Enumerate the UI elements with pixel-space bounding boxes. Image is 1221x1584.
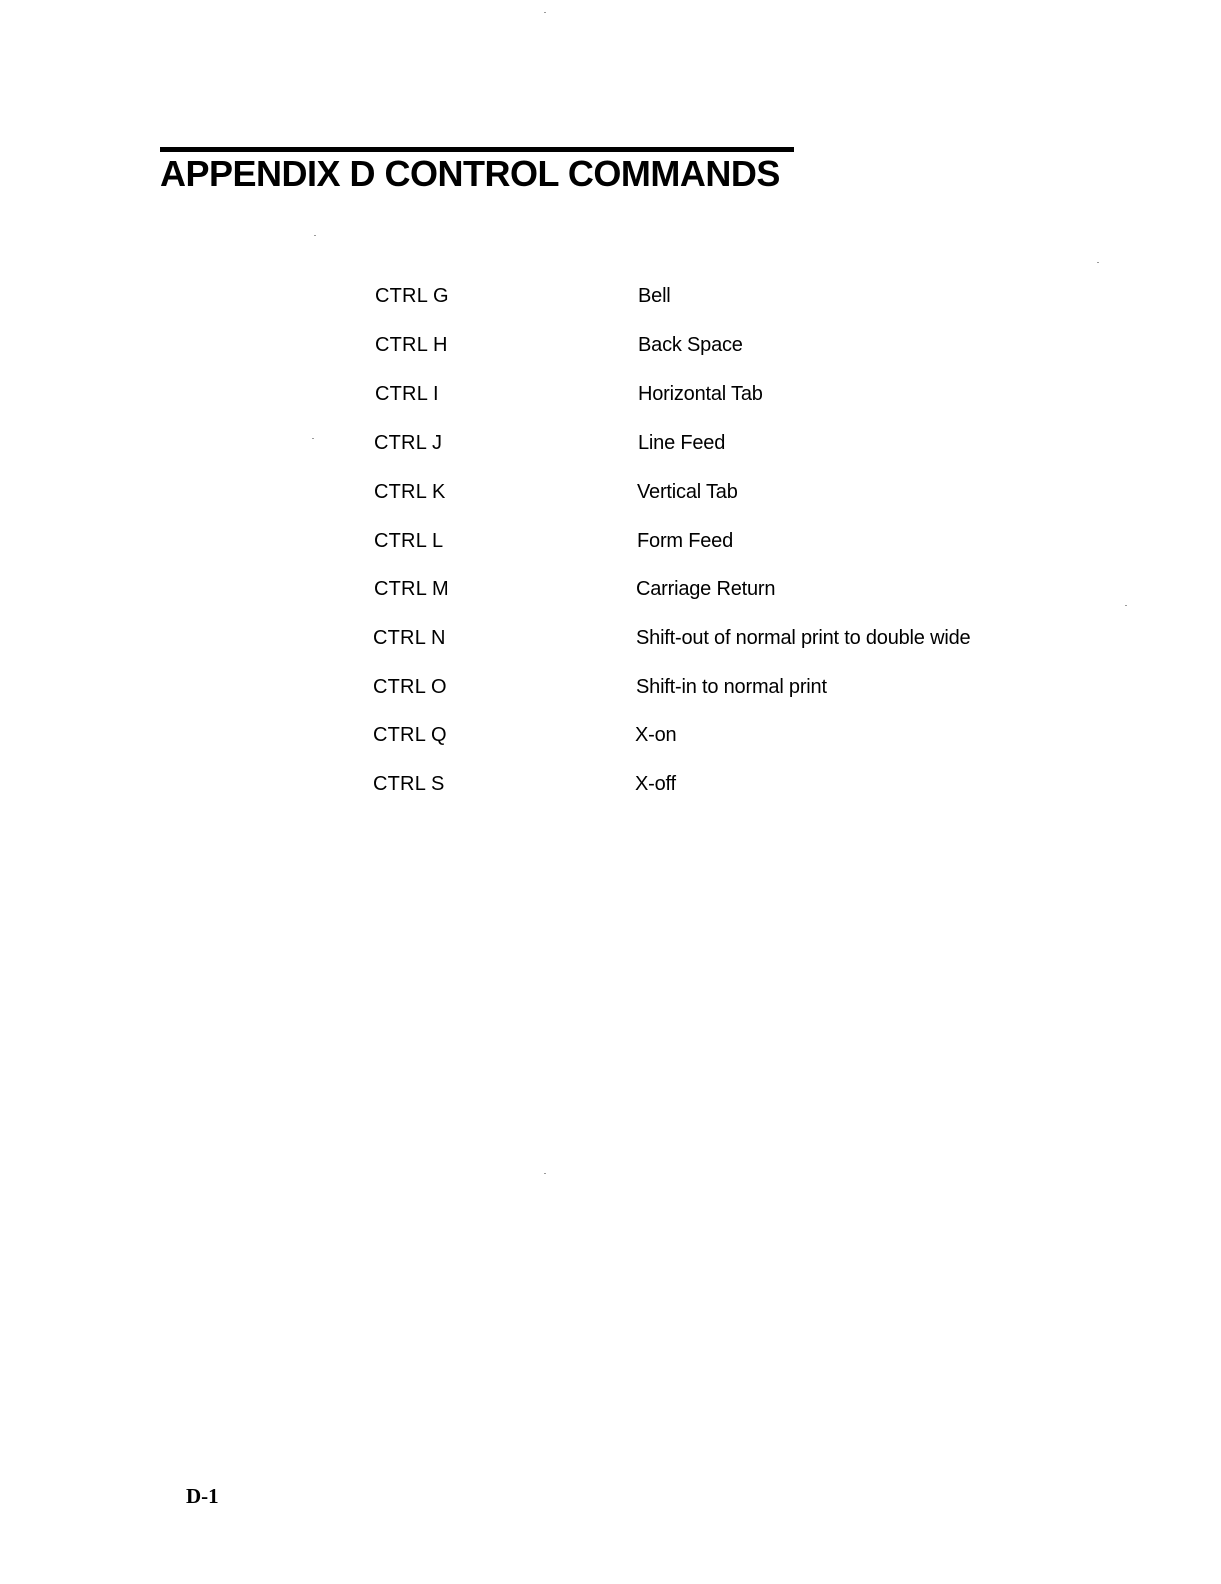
scan-speck (1125, 605, 1127, 606)
scan-speck (544, 12, 546, 13)
command-description: X-off (635, 773, 676, 795)
command-row (0, 720, 1221, 750)
command-row (0, 428, 1221, 458)
command-description: X-on (635, 724, 677, 746)
command-key: CTRL O (373, 676, 447, 698)
command-description: Form Feed (637, 530, 734, 552)
command-key: CTRL I (375, 383, 439, 405)
command-key: CTRL K (374, 481, 446, 503)
command-description: Shift-in to normal print (636, 676, 827, 698)
command-key: CTRL N (373, 627, 446, 649)
command-description: Carriage Return (636, 578, 776, 600)
command-row (0, 574, 1221, 604)
scan-speck (312, 438, 314, 439)
command-key: CTRL J (374, 432, 443, 454)
command-description: Bell (638, 285, 671, 307)
command-description: Shift-out of normal print to double wide (636, 627, 971, 649)
page-title: APPENDIX D CONTROL COMMANDS (160, 153, 780, 194)
command-description: Horizontal Tab (638, 383, 763, 405)
command-row (0, 379, 1221, 409)
command-key: CTRL G (375, 285, 449, 307)
scan-speck (1097, 262, 1099, 263)
command-key: CTRL M (374, 578, 449, 600)
command-row (0, 330, 1221, 360)
command-row (0, 623, 1221, 653)
command-row (0, 281, 1221, 311)
command-description: Back Space (638, 334, 743, 356)
command-key: CTRL L (374, 530, 444, 552)
command-description: Vertical Tab (637, 481, 738, 503)
command-description: Line Feed (638, 432, 726, 454)
command-key: CTRL H (375, 334, 448, 356)
command-row (0, 477, 1221, 507)
command-row (0, 769, 1221, 799)
scan-speck (314, 235, 316, 236)
command-row (0, 672, 1221, 702)
page-number: D-1 (186, 1484, 219, 1508)
command-key: CTRL S (373, 773, 445, 795)
command-key: CTRL Q (373, 724, 447, 746)
scan-speck (544, 1173, 546, 1174)
command-row (0, 526, 1221, 556)
